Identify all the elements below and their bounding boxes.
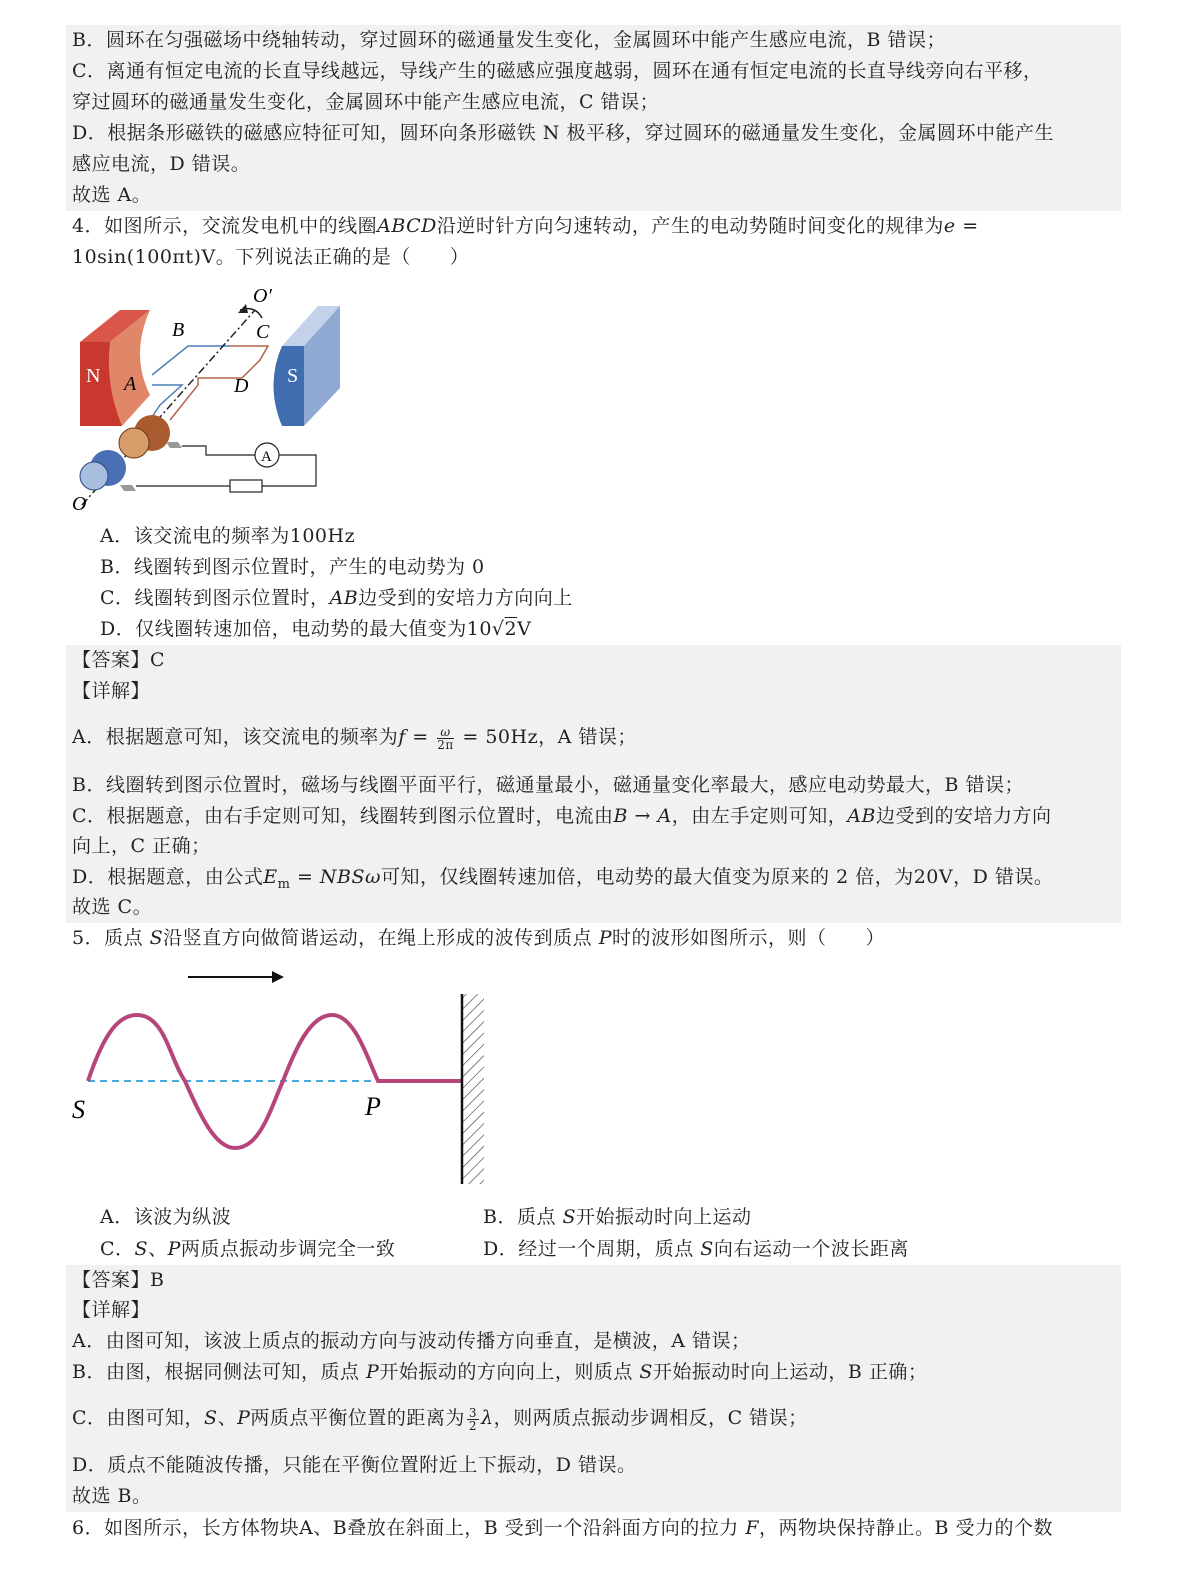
q5-option-a[interactable]: A．该波为纵波	[100, 1206, 232, 1228]
svg-text:O′: O′	[253, 285, 272, 307]
svg-text:O: O	[72, 493, 87, 515]
q5-option-b[interactable]: B．质点 S开始振动时向上运动	[483, 1206, 752, 1228]
ac-generator-figure	[70, 280, 360, 515]
q4-detail-b: B．线圈转到图示位置时，磁场与线圈平面平行，磁通量最小，磁通量变化率最大，感应电动势最大，B 错误；	[72, 774, 1024, 796]
q5-detail-title: 【详解】	[72, 1299, 151, 1321]
svg-text:A: A	[124, 373, 137, 395]
prev-solution-line-c1: C．离通有恒定电流的长直导线越远，导线产生的磁感应强度越弱，圆环在通有恒定电流的长直导线旁向右平移，	[72, 60, 1043, 82]
q5-stem: 5．质点 S沿竖直方向做简谐运动，在绳上形成的波传到质点 P时的波形如图所示，则（ ）	[72, 927, 886, 949]
q4-option-d[interactable]: D．仅线圈转速加倍，电动势的最大值变为10√2V	[100, 618, 532, 640]
label-p: P	[365, 1092, 381, 1121]
wave-figure	[70, 960, 490, 1190]
arrow-head-icon	[272, 971, 284, 983]
prev-solution-line-d1: D．根据条形磁铁的磁感应特征可知，圆环向条形磁铁 N 极平移，穿过圆环的磁通量发生变化，金属圆环中能产生	[72, 122, 1054, 144]
q4-option-b[interactable]: B．线圈转到图示位置时，产生的电动势为 0	[100, 556, 485, 578]
q4-detail-d: D．根据题意，由公式$E_m = NBS\omega$可知，仅线圈转速加倍，电动势的最大值变为原来的 2 倍，为20V，D 错误。	[72, 866, 1054, 892]
north-magnet	[80, 310, 150, 426]
q4-detail-title: 【详解】	[72, 680, 151, 702]
q4-option-c[interactable]: C．线圈转到图示位置时，AB边受到的安培力方向向上	[100, 587, 573, 609]
q4-answer: 【答案】C	[72, 649, 166, 671]
q4-stem-line1: 4．如图所示，交流发电机中的线圈ABCD沿逆时针方向匀速转动，产生的电动势随时间变化的规律为e =	[72, 215, 979, 237]
q4-option-a[interactable]: A．该交流电的频率为100Hz	[100, 525, 356, 547]
prev-solution-conclusion: 故选 A。	[72, 184, 152, 206]
q4-stem-line2: 10sin(100πt)V。下列说法正确的是（ ）	[72, 246, 470, 268]
q6-stem: 6．如图所示，长方体物块A、B叠放在斜面上，B 受到一个沿斜面方向的拉力 F，两物块保持静止。B 受力的个数	[72, 1517, 1054, 1539]
q5-option-c[interactable]: C．S、P两质点振动步调完全一致	[100, 1238, 396, 1260]
svg-text:B: B	[172, 319, 185, 341]
q5-conclusion: 故选 B。	[72, 1485, 152, 1507]
q5-detail-d: D．质点不能随波传播，只能在平衡位置附近上下振动，D 错误。	[72, 1454, 637, 1476]
q5-detail-c: C．由图可知，S、P两质点平衡位置的距离为 $\frac{3}{2}$ λ，则两质点振动步调相反，C 错误；	[72, 1405, 808, 1433]
q5-answer: 【答案】B	[72, 1269, 165, 1291]
q4-detail-c1: C．根据题意，由右手定则可知，线圈转到图示位置时，电流由B → A，由左手定则可知，AB边受到的安培力方向	[72, 805, 1052, 827]
south-magnet	[274, 306, 341, 426]
svg-text:D: D	[234, 375, 249, 397]
q4-detail-c2: 向上，C 正确；	[72, 835, 211, 857]
q4-detail-a: A．根据题意可知，该交流电的频率为f = $\frac{\omega}{2\pi}$ = 50Hz，A 错误；	[72, 724, 637, 752]
label-s: S	[72, 1095, 85, 1124]
q4-conclusion: 故选 C。	[72, 896, 153, 918]
prev-solution-line-c2: 穿过圆环的磁通量发生变化，金属圆环中能产生感应电流，C 错误；	[72, 91, 660, 113]
svg-text:N: N	[86, 365, 101, 387]
q5-option-d[interactable]: D．经过一个周期，质点 S向右运动一个波长距离	[483, 1238, 909, 1260]
q5-detail-b: B．由图，根据同侧法可知，质点 P开始振动的方向向上，则质点 S开始振动时向上运动，B 正确；	[72, 1361, 928, 1383]
wall	[462, 994, 484, 1184]
prev-solution-line-b: B．圆环在匀强磁场中绕轴转动，穿过圆环的磁通量发生变化，金属圆环中能产生感应电流，B 错误；	[72, 29, 946, 51]
svg-text:A: A	[261, 449, 272, 465]
q5-detail-a: A．由图可知，该波上质点的振动方向与波动传播方向垂直，是横波，A 错误；	[72, 1330, 751, 1352]
resistor	[230, 480, 262, 492]
svg-text:C: C	[256, 321, 270, 343]
prev-solution-line-d2: 感应电流，D 错误。	[72, 153, 251, 175]
svg-text:S: S	[287, 365, 299, 387]
